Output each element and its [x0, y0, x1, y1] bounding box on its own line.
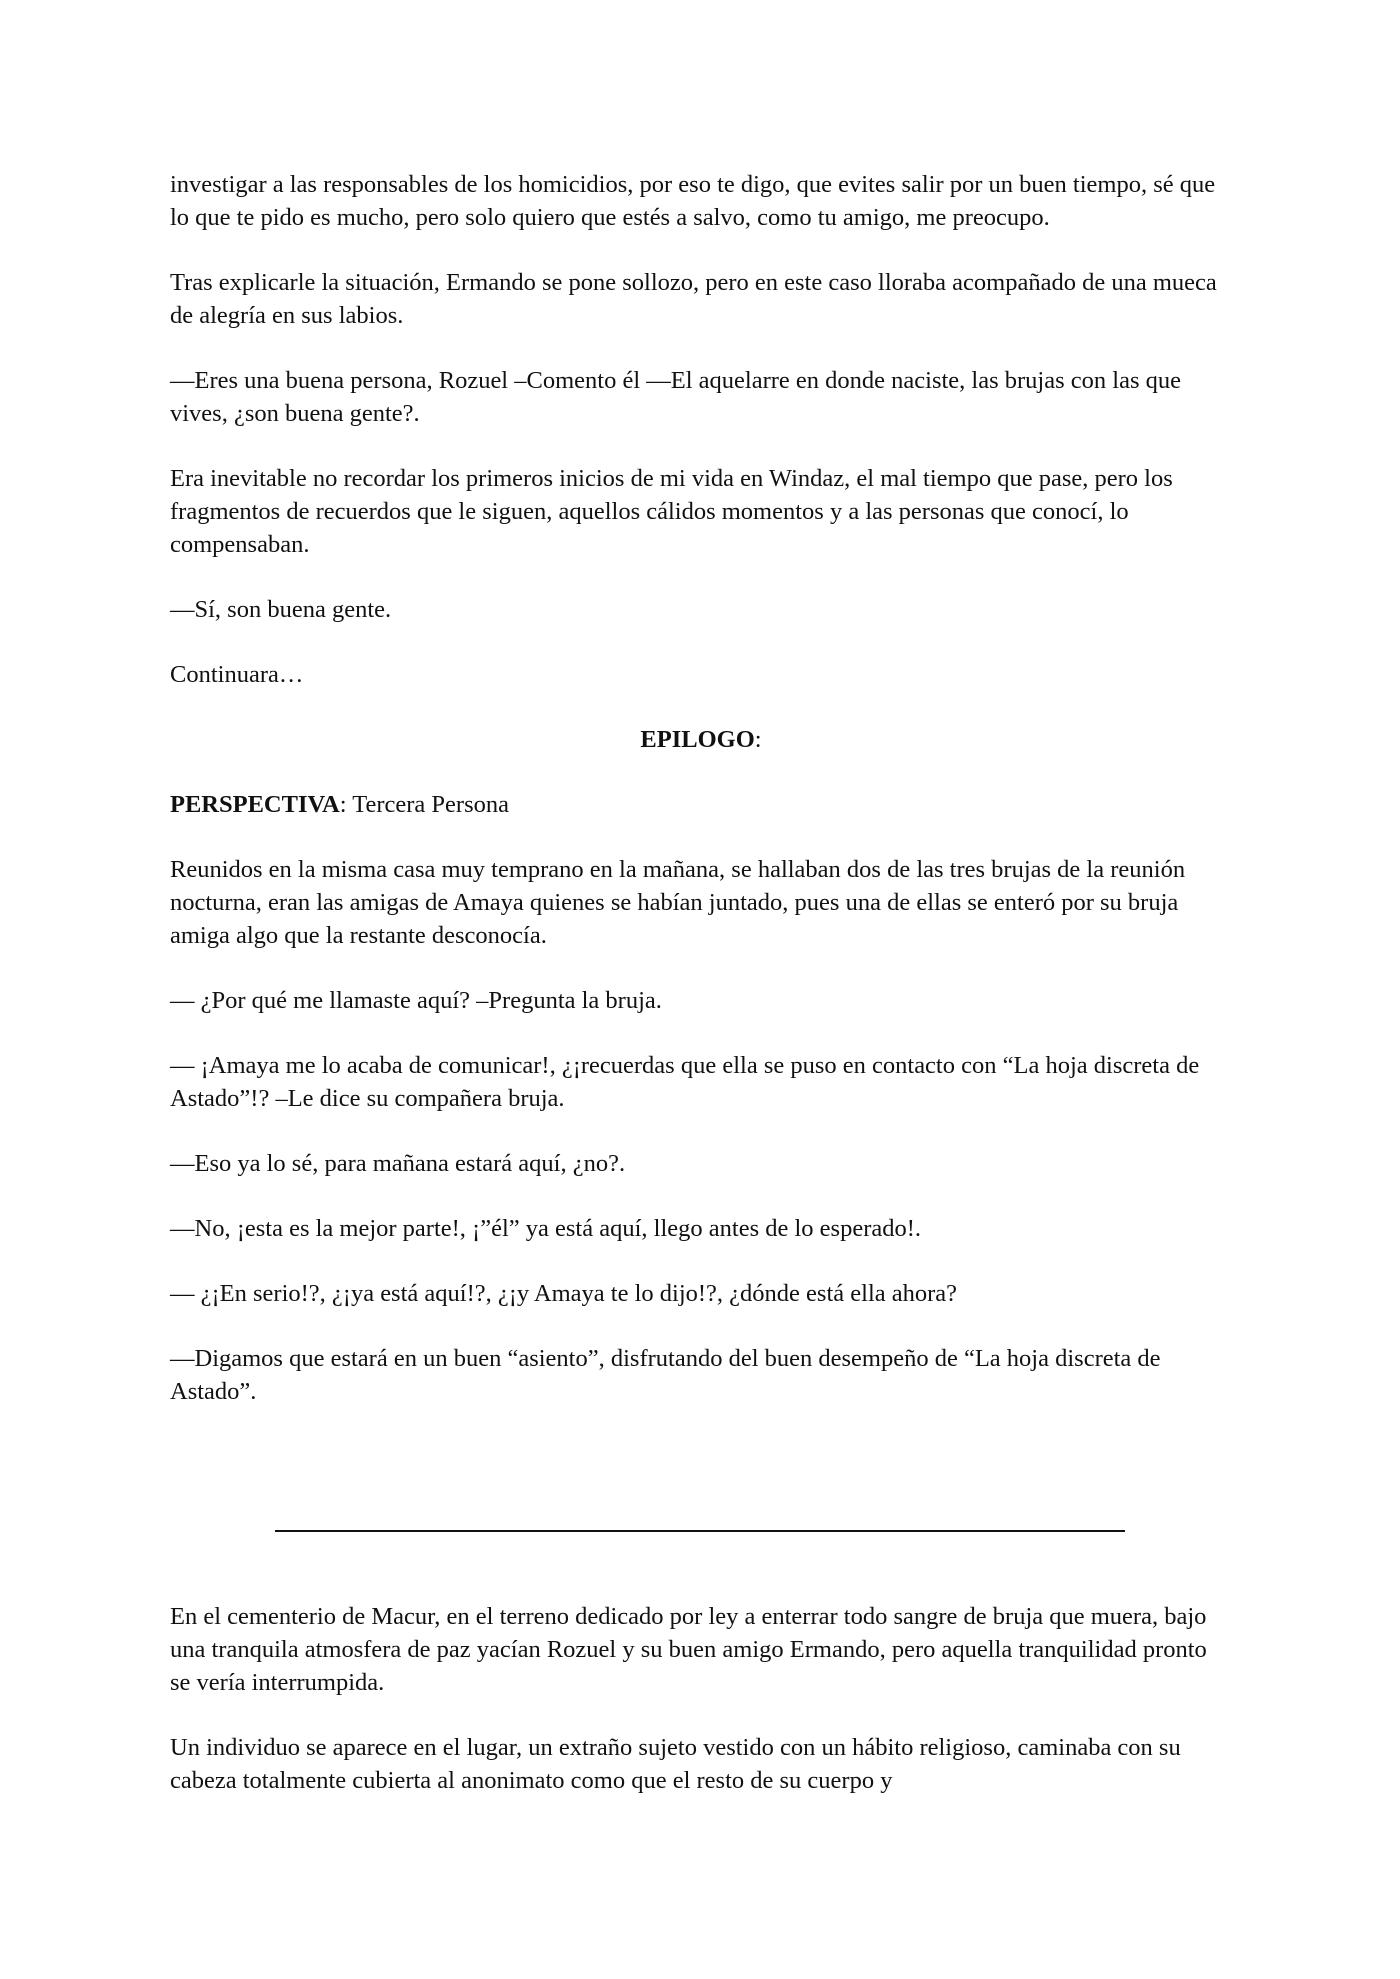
paragraph: En el cementerio de Macur, en el terreno dedicado por ley a enterrar todo sangre de bruja que muera, bajo una tranquila atmosfera de paz yacían Rozuel y su buen amigo Ermando, pero aquella tranquilidad pronto se vería interrumpida.: [170, 1603, 1207, 1696]
dialogue-line: — ¡Amaya me lo acaba de comunicar!, ¿¡recuerdas que ella se puso en contacto con “La hoja discreta de Astado”!? –Le dice su compañera bruja.: [170, 1052, 1200, 1112]
dialogue-line: —Digamos que estará en un buen “asiento”, disfrutando del buen desempeño de “La hoja discreta de Astado”.: [170, 1345, 1161, 1405]
paragraph: Tras explicarle la situación, Ermando se pone sollozo, pero en este caso lloraba acompañado de una mueca de alegría en sus labios.: [170, 269, 1217, 329]
document-body: [170, 168, 1232, 1440]
dialogue-line: —Sí, son buena gente.: [170, 596, 392, 623]
dialogue-line: —Eres una buena persona, Rozuel –Comento él —El aquelarre en donde naciste, las brujas con las que vives, ¿son buena gente?.: [170, 367, 1181, 427]
epilogue-heading-colon: :: [754, 726, 762, 753]
document-body-continued: [170, 1600, 1232, 1829]
dialogue-line: — ¿¡En serio!?, ¿¡ya está aquí!?, ¿¡y Amaya te lo dijo!?, ¿dónde está ella ahora?: [170, 1280, 958, 1307]
section-divider: [275, 1530, 1125, 1532]
paragraph: Reunidos en la misma casa muy temprano en la mañana, se hallaban dos de las tres brujas de la reunión nocturna, eran las amigas de Amaya quienes se habían juntado, pues una de ellas se enteró por su bruja amiga algo que la restante desconocía.: [170, 856, 1186, 949]
paragraph: Era inevitable no recordar los primeros inicios de mi vida en Windaz, el mal tiempo que pase, pero los fragmentos de recuerdos que le siguen, aquellos cálidos momentos y a las personas que conocí, lo compensaban.: [170, 465, 1173, 558]
perspective-line: [170, 788, 1232, 821]
paragraph: Un individuo se aparece en el lugar, un extraño sujeto vestido con un hábito religioso, caminaba con su cabeza totalmente cubierta al anonimato como que el resto de su cuerpo y: [170, 1734, 1181, 1794]
perspective-label: PERSPECTIVA: [170, 791, 340, 818]
epilogue-heading: [170, 723, 1232, 756]
paragraph: investigar a las responsables de los homicidios, por eso te digo, que evites salir por un buen tiempo, sé que lo que te pido es mucho, pero solo quiero que estés a salvo, como tu amigo, me preocupo.: [170, 171, 1216, 231]
epilogue-heading-text: EPILOGO: [640, 726, 755, 753]
continuation-note: Continuara…: [170, 661, 304, 688]
dialogue-line: — ¿Por qué me llamaste aquí? –Pregunta la bruja.: [170, 987, 662, 1014]
perspective-value: : Tercera Persona: [339, 791, 509, 818]
dialogue-line: —No, ¡esta es la mejor parte!, ¡”él” ya está aquí, llego antes de lo esperado!.: [170, 1215, 922, 1242]
dialogue-line: —Eso ya lo sé, para mañana estará aquí, ¿no?.: [170, 1150, 626, 1177]
